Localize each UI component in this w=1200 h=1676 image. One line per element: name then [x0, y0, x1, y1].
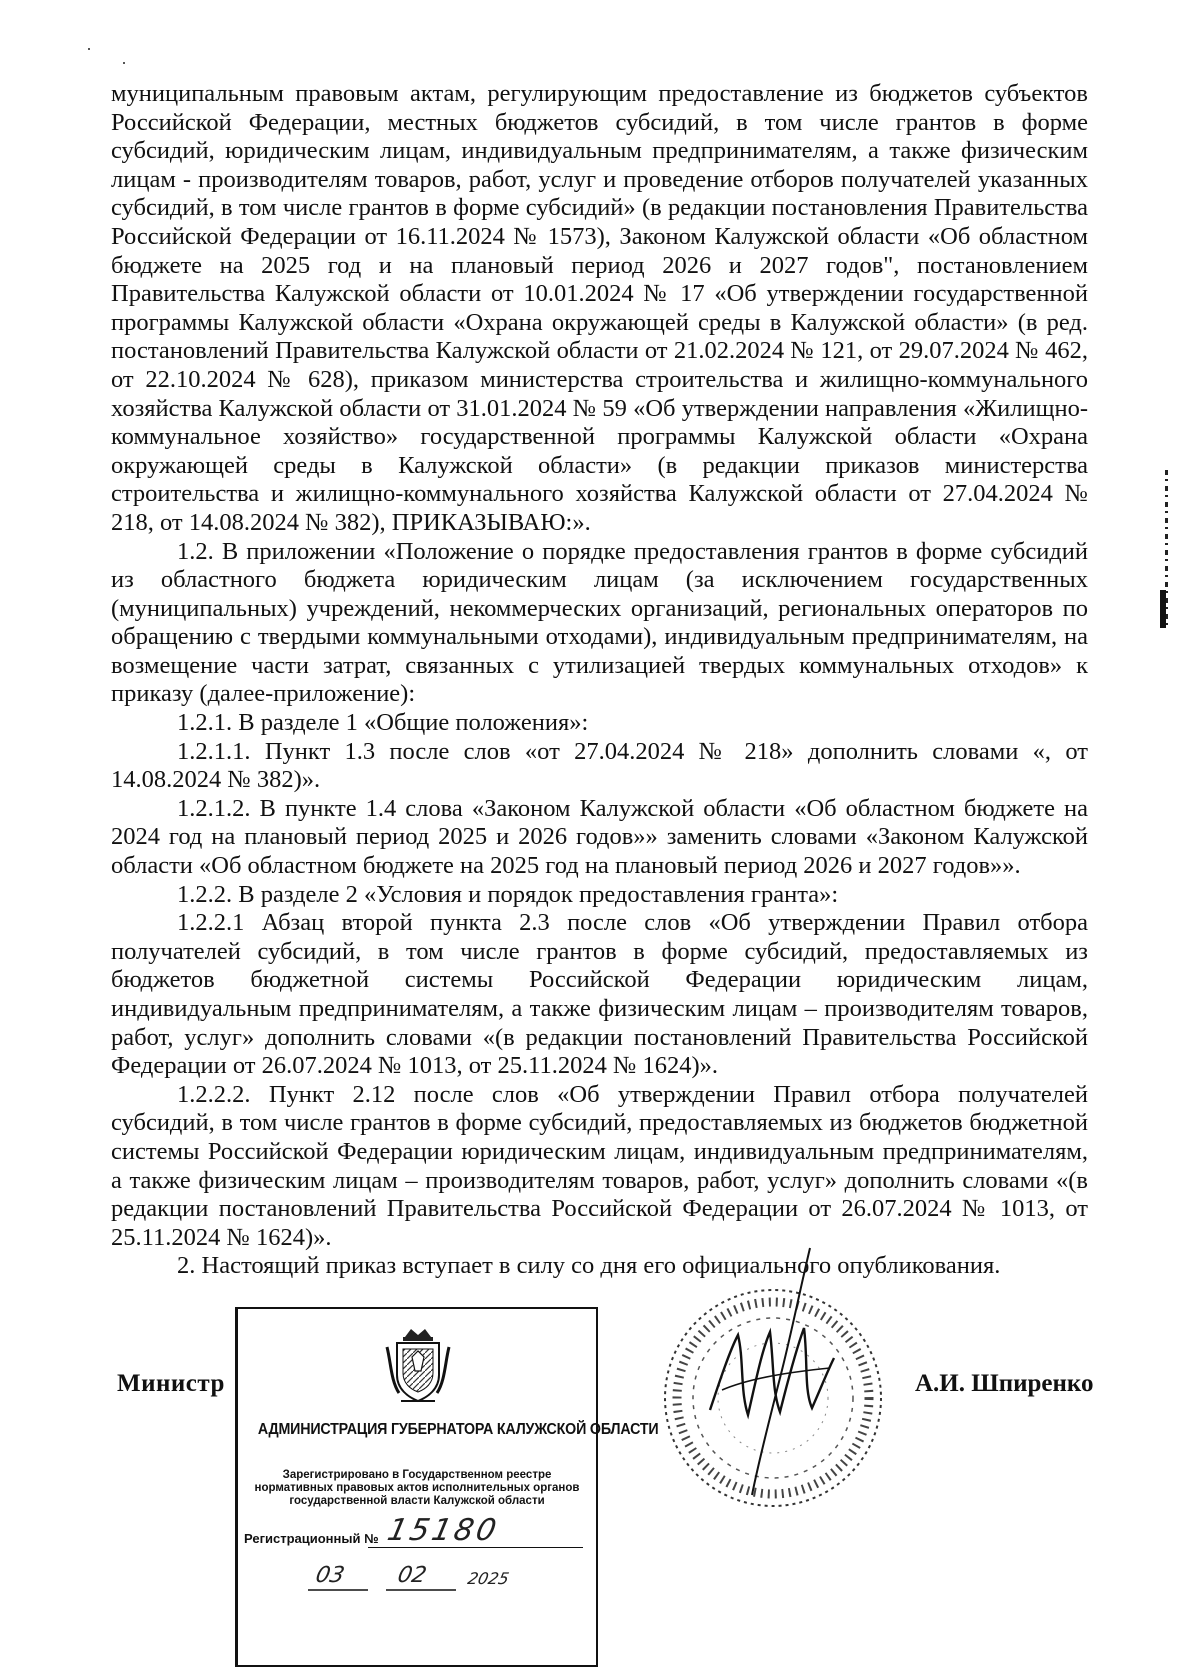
document-paragraph: 1.2.1.2. В пункте 1.4 слова «Законом Калужской области «Об областном бюджете на 2024 год на плановый период 2025 и 2026 годов»» заменить словами «Законом Калужской области «Об областном бюджете на 2025 год на плановый период 2026 и 2027 годов»». [111, 794, 1088, 880]
registration-date-month: 02 [395, 1563, 429, 1588]
document-body [111, 80, 1088, 1281]
registration-date [308, 1559, 538, 1593]
document-paragraph: 1.2.1.1. Пункт 1.3 после слов «от 27.04.2024 № 218» дополнить словами «, от 14.08.2024 № 382)». [111, 737, 1088, 794]
registration-date-day: 03 [313, 1563, 347, 1588]
scan-speck [88, 48, 90, 50]
document-paragraph: 2. Настоящий приказ вступает в силу со дня его официального опубликования. [177, 1252, 1001, 1280]
scan-edge-mark [1160, 590, 1166, 628]
stamp-organization: АДМИНИСТРАЦИЯ ГУБЕРНАТОРА КАЛУЖСКОЙ ОБЛАСТИ [257, 1421, 659, 1438]
document-paragraph: 1.2.1. В разделе 1 «Общие положения»: [177, 709, 589, 737]
document-paragraph: 1.2.2.2. Пункт 2.12 после слов «Об утверждении Правил отбора получателей субсидий, в том числе грантов в форме субсидий, предоставляемых из бюджетов бюджетной системы Российской Федерации юридическим лицам, индивидуальным предпринимателям, а также физическим лицам – производителям товаров, работ, услуг» дополнить словами «(в редакции постановлений Правительства Российской Федерации от 26.07.2024 № 1013, от 25.11.2024 № 1624)». [111, 1080, 1088, 1251]
document-paragraph: 1.2.2. В разделе 2 «Условия и порядок предоставления гранта»: [177, 880, 839, 908]
signatory-name: А.И. Шпиренко [915, 1370, 1094, 1397]
coat-of-arms-icon [383, 1323, 453, 1407]
stamp-note: Зарегистрировано в Государственном реестре нормативных правовых актов исполнительных органов государственной власти Калужской области [254, 1469, 580, 1507]
document-paragraph: 1.2. В приложении «Положение о порядке предоставления грантов в форме субсидий из областного бюджета юридическим лицам (за исключением государственных (муниципальных) учреждений, некоммерческих организаций, региональных операторов по обращению с твердыми коммунальными отходами), индивидуальным предпринимателям, на возмещение части затрат, связанных с утилизацией твердых коммунальных отходов» к приказу (далее-приложение): [111, 537, 1088, 708]
document-paragraph: 1.2.2.1 Абзац второй пункта 2.3 после слов «Об утверждении Правил отбора получателей субсидий, в том числе грантов в форме субсидий, предоставляемых из бюджетов бюджетной системы Российской Федерации юридическим лицам, индивидуальным предпринимателям, а также физическим лицам – производителям товаров, работ, услуг» дополнить словами «(в редакции постановлений Правительства Российской Федерации от 26.07.2024 № 1013, от 25.11.2024 № 1624)». [111, 909, 1088, 1080]
document-paragraph: муниципальным правовым актам, регулирующим предоставление из бюджетов субъектов Российской Федерации, местных бюджетов субсидий, в том числе грантов в форме субсидий, юридическим лицам, индивидуальным предпринимателям, а также физическим лицам - производителям товаров, работ, услуг и проведение отборов получателей указанных субсидий, в том числе грантов в форме субсидий» (в редакции постановления Правительства Российской Федерации от 16.11.2024 № 1573), Законом Калужской области «Об областном бюджете на 2025 год и на плановый период 2026 и 2027 годов", постановлением Правительства Калужской области от 10.01.2024 № 17 «Об утверждении государственной программы Калужской области «Охрана окружающей среды в Калужской области» (в ред. постановлений Правительства Калужской области от 21.02.2024 № 121, от 29.07.2024 № 462, от 22.10.2024 № 628), приказом министерства строительства и жилищно-коммунального хозяйства Калужской области от 31.01.2024 № 59 «Об утверждении направления «Жилищно-коммунальное хозяйство» государственной программы Калужской области «Охрана окружающей среды в Калужской области» (в редакции приказов министерства строительства и жилищно-коммунального хозяйства Калужской области от 27.04.2024 № 218, от 14.08.2024 № 382), ПРИКАЗЫВАЮ:». [111, 80, 1088, 536]
handwritten-signature [700, 1240, 860, 1500]
registration-number-value: 15180 [384, 1513, 503, 1548]
signatory-title: Министр [117, 1370, 225, 1397]
scan-speck [123, 62, 125, 64]
registration-stamp [235, 1307, 659, 1667]
registration-date-line [308, 1587, 538, 1593]
registration-date-year: 2025 [465, 1569, 511, 1588]
registration-number-label: Регистрационный № [244, 1531, 379, 1546]
